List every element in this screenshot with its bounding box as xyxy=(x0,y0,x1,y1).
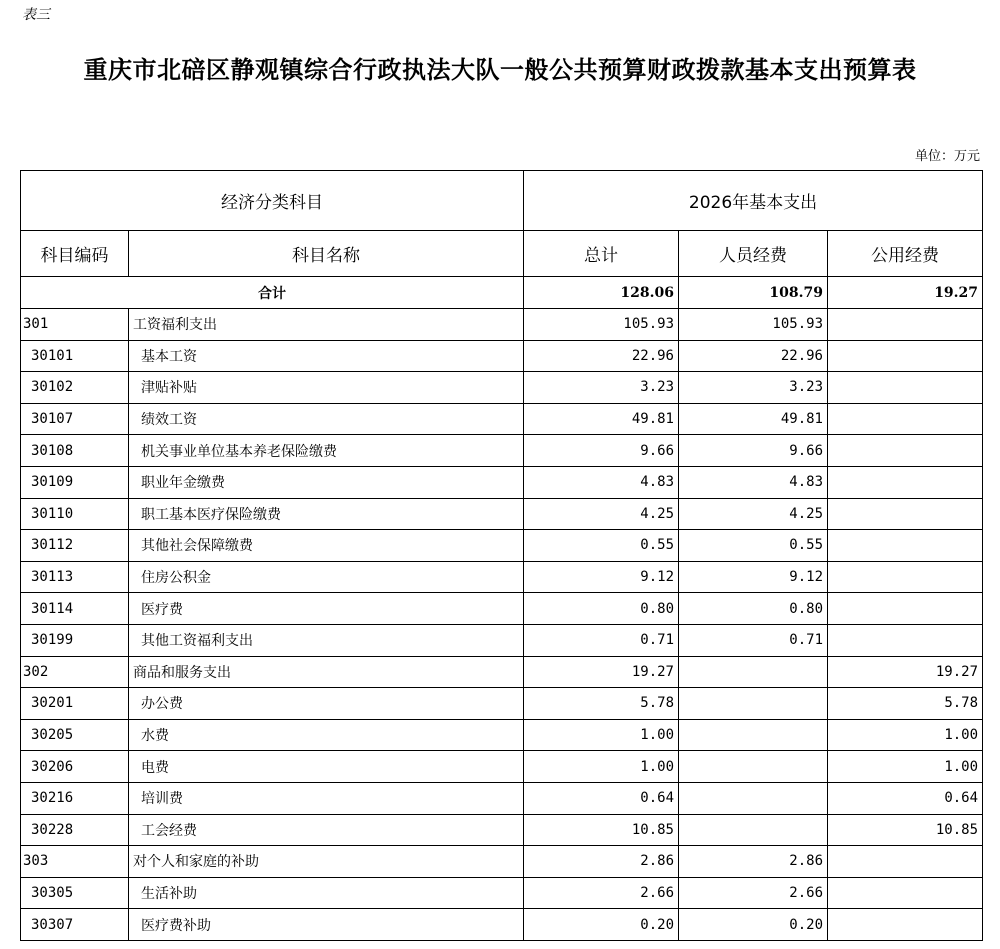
table-row xyxy=(21,624,983,656)
personnel-cell: 0.20 xyxy=(679,909,828,941)
table-row xyxy=(21,498,983,530)
total-cell: 2.86 xyxy=(524,846,679,878)
table-row xyxy=(21,846,983,878)
name-cell: 工会经费 xyxy=(129,814,524,846)
code-cell: 30199 xyxy=(21,624,129,656)
name-cell: 办公费 xyxy=(129,688,524,720)
table-row xyxy=(21,751,983,783)
personnel-cell: 49.81 xyxy=(679,403,828,435)
name-cell: 基本工资 xyxy=(129,340,524,372)
name-cell: 其他工资福利支出 xyxy=(129,624,524,656)
total-public-cell: 19.27 xyxy=(828,277,983,309)
total-row xyxy=(21,277,983,309)
personnel-header: 人员经费 xyxy=(679,231,828,277)
name-cell: 培训费 xyxy=(129,782,524,814)
personnel-cell xyxy=(679,719,828,751)
name-cell: 电费 xyxy=(129,751,524,783)
total-cell: 1.00 xyxy=(524,719,679,751)
personnel-cell: 105.93 xyxy=(679,309,828,341)
total-cell: 5.78 xyxy=(524,688,679,720)
total-cell: 49.81 xyxy=(524,403,679,435)
table-row xyxy=(21,561,983,593)
total-personnel-cell: 108.79 xyxy=(679,277,828,309)
public-cell xyxy=(828,909,983,941)
public-cell xyxy=(828,624,983,656)
code-cell: 30108 xyxy=(21,435,129,467)
total-cell: 0.71 xyxy=(524,624,679,656)
name-cell: 医疗费补助 xyxy=(129,909,524,941)
total-cell: 4.25 xyxy=(524,498,679,530)
total-cell: 22.96 xyxy=(524,340,679,372)
public-cell xyxy=(828,593,983,625)
name-cell: 职业年金缴费 xyxy=(129,466,524,498)
total-cell: 0.64 xyxy=(524,782,679,814)
econ-category-header: 经济分类科目 xyxy=(21,171,524,231)
code-cell: 30205 xyxy=(21,719,129,751)
code-cell: 30305 xyxy=(21,877,129,909)
public-cell xyxy=(828,340,983,372)
personnel-cell: 9.66 xyxy=(679,435,828,467)
personnel-cell xyxy=(679,751,828,783)
code-cell: 303 xyxy=(21,846,129,878)
public-cell xyxy=(828,498,983,530)
total-cell: 0.80 xyxy=(524,593,679,625)
personnel-cell xyxy=(679,656,828,688)
personnel-cell: 0.71 xyxy=(679,624,828,656)
table-row xyxy=(21,688,983,720)
total-label: 合计 xyxy=(21,277,524,309)
table-row xyxy=(21,877,983,909)
total-cell: 9.66 xyxy=(524,435,679,467)
table-number-label: 表三 xyxy=(22,7,50,23)
total-cell: 0.55 xyxy=(524,530,679,562)
total-cell: 4.83 xyxy=(524,466,679,498)
total-cell: 0.20 xyxy=(524,909,679,941)
public-header: 公用经费 xyxy=(828,231,983,277)
table-row xyxy=(21,403,983,435)
total-cell: 10.85 xyxy=(524,814,679,846)
code-cell: 30110 xyxy=(21,498,129,530)
code-cell: 30114 xyxy=(21,593,129,625)
name-header: 科目名称 xyxy=(129,231,524,277)
personnel-cell: 3.23 xyxy=(679,372,828,404)
code-cell: 30228 xyxy=(21,814,129,846)
table-row xyxy=(21,466,983,498)
personnel-cell: 9.12 xyxy=(679,561,828,593)
table-row xyxy=(21,372,983,404)
code-cell: 30109 xyxy=(21,466,129,498)
name-cell: 工资福利支出 xyxy=(129,309,524,341)
total-cell: 9.12 xyxy=(524,561,679,593)
total-cell: 105.93 xyxy=(524,309,679,341)
public-cell xyxy=(828,435,983,467)
total-cell: 19.27 xyxy=(524,656,679,688)
personnel-cell: 2.86 xyxy=(679,846,828,878)
public-cell: 1.00 xyxy=(828,719,983,751)
public-cell: 10.85 xyxy=(828,814,983,846)
public-cell: 0.64 xyxy=(828,782,983,814)
personnel-cell: 0.80 xyxy=(679,593,828,625)
total-cell: 2.66 xyxy=(524,877,679,909)
table-row xyxy=(21,530,983,562)
code-cell: 30206 xyxy=(21,751,129,783)
name-cell: 水费 xyxy=(129,719,524,751)
code-cell: 302 xyxy=(21,656,129,688)
public-cell: 1.00 xyxy=(828,751,983,783)
name-cell: 绩效工资 xyxy=(129,403,524,435)
code-cell: 30101 xyxy=(21,340,129,372)
page-title: 重庆市北碚区静观镇综合行政执法大队一般公共预算财政拨款基本支出预算表 xyxy=(83,55,917,84)
public-cell xyxy=(828,466,983,498)
code-cell: 30102 xyxy=(21,372,129,404)
basic-expense-header: 2026年基本支出 xyxy=(524,171,983,231)
public-cell: 5.78 xyxy=(828,688,983,720)
personnel-cell xyxy=(679,688,828,720)
total-total-cell: 128.06 xyxy=(524,277,679,309)
code-cell: 30107 xyxy=(21,403,129,435)
name-cell: 职工基本医疗保险缴费 xyxy=(129,498,524,530)
code-cell: 30307 xyxy=(21,909,129,941)
total-cell: 3.23 xyxy=(524,372,679,404)
personnel-cell: 22.96 xyxy=(679,340,828,372)
personnel-cell: 0.55 xyxy=(679,530,828,562)
public-cell xyxy=(828,372,983,404)
personnel-cell xyxy=(679,782,828,814)
table-row xyxy=(21,719,983,751)
public-cell: 19.27 xyxy=(828,656,983,688)
personnel-cell: 4.83 xyxy=(679,466,828,498)
public-cell xyxy=(828,309,983,341)
name-cell: 住房公积金 xyxy=(129,561,524,593)
code-cell: 30201 xyxy=(21,688,129,720)
name-cell: 津贴补贴 xyxy=(129,372,524,404)
table-row xyxy=(21,909,983,941)
table-row xyxy=(21,656,983,688)
total-header: 总计 xyxy=(524,231,679,277)
name-cell: 其他社会保障缴费 xyxy=(129,530,524,562)
table-row xyxy=(21,593,983,625)
name-cell: 对个人和家庭的补助 xyxy=(129,846,524,878)
table-row xyxy=(21,309,983,341)
name-cell: 机关事业单位基本养老保险缴费 xyxy=(129,435,524,467)
public-cell xyxy=(828,561,983,593)
unit-label: 单位：万元 xyxy=(914,149,980,164)
public-cell xyxy=(828,403,983,435)
code-cell: 30216 xyxy=(21,782,129,814)
personnel-cell: 4.25 xyxy=(679,498,828,530)
budget-table xyxy=(20,170,983,941)
code-cell: 30112 xyxy=(21,530,129,562)
public-cell xyxy=(828,877,983,909)
total-cell: 1.00 xyxy=(524,751,679,783)
name-cell: 商品和服务支出 xyxy=(129,656,524,688)
table-row xyxy=(21,340,983,372)
code-cell: 301 xyxy=(21,309,129,341)
code-cell: 30113 xyxy=(21,561,129,593)
name-cell: 医疗费 xyxy=(129,593,524,625)
public-cell xyxy=(828,846,983,878)
personnel-cell: 2.66 xyxy=(679,877,828,909)
name-cell: 生活补助 xyxy=(129,877,524,909)
table-row xyxy=(21,435,983,467)
public-cell xyxy=(828,530,983,562)
table-row xyxy=(21,814,983,846)
table-row xyxy=(21,782,983,814)
personnel-cell xyxy=(679,814,828,846)
code-header: 科目编码 xyxy=(21,231,129,277)
